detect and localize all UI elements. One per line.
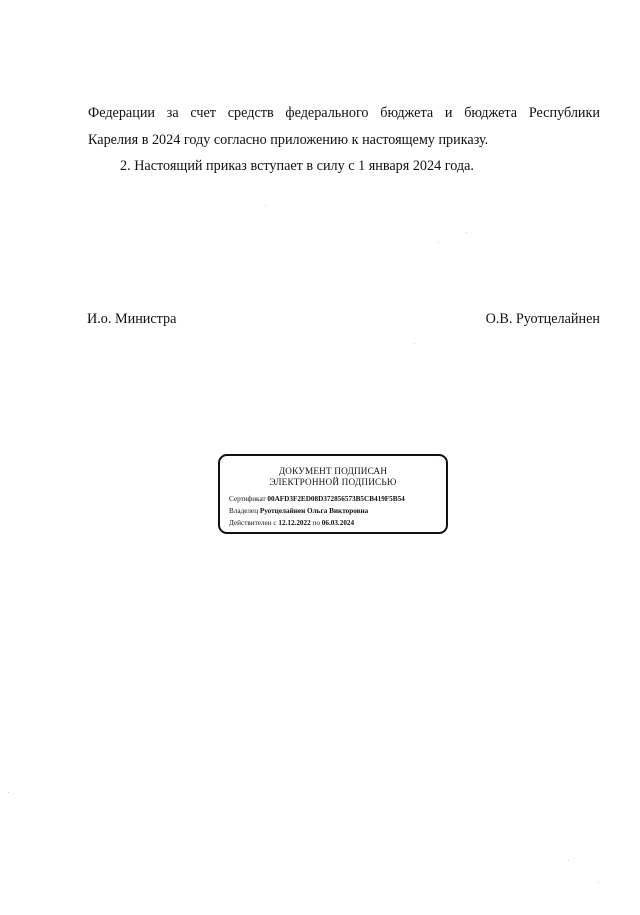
- stamp-owner-line: [229, 507, 368, 516]
- stamp-valid-to-word: по: [312, 519, 320, 527]
- paragraph-2: 2. Настоящий приказ вступает в силу с 1 января 2024 года.: [120, 158, 474, 174]
- electronic-signature-stamp: [218, 454, 448, 534]
- scan-speck: [414, 343, 415, 344]
- stamp-certificate-value: 00AFD3F2ED08D372856573B5CB419F5B54: [267, 495, 405, 503]
- scan-speck: [568, 860, 569, 861]
- stamp-title-line-1: ДОКУМЕНТ ПОДПИСАН: [278, 466, 388, 476]
- stamp-owner-label: Владелец: [229, 507, 259, 515]
- stamp-certificate-line: [229, 495, 405, 504]
- signatory-name: О.В. Руотцелайнен: [485, 311, 600, 327]
- stamp-valid-from-date: 12.12.2022: [278, 519, 311, 527]
- scan-speck: [438, 242, 439, 243]
- stamp-certificate-label: Сертификат: [229, 495, 266, 503]
- stamp-title-line-2: ЭЛЕКТРОННОЙ ПОДПИСЬЮ: [269, 477, 397, 487]
- stamp-owner-value: Руотцелайнен Ольга Викторовна: [259, 507, 369, 515]
- stamp-valid-label: Действителен: [229, 519, 272, 527]
- scan-speck: [8, 792, 9, 793]
- stamp-valid-from-word: с: [273, 519, 277, 527]
- stamp-valid-to-date: 06.03.2024: [321, 519, 355, 527]
- signatory-role: И.о. Министра: [87, 311, 177, 327]
- paragraph-1-line-2: Карелия в 2024 году согласно приложению к настоящему приказу.: [88, 132, 489, 148]
- paragraph-1-line-1: Федерации за счет средств федерального бюджета и бюджета Республики: [88, 105, 600, 121]
- scan-speck: [466, 232, 467, 233]
- stamp-validity-line: [229, 519, 354, 528]
- scan-speck: [598, 882, 599, 883]
- scan-speck: [265, 205, 266, 206]
